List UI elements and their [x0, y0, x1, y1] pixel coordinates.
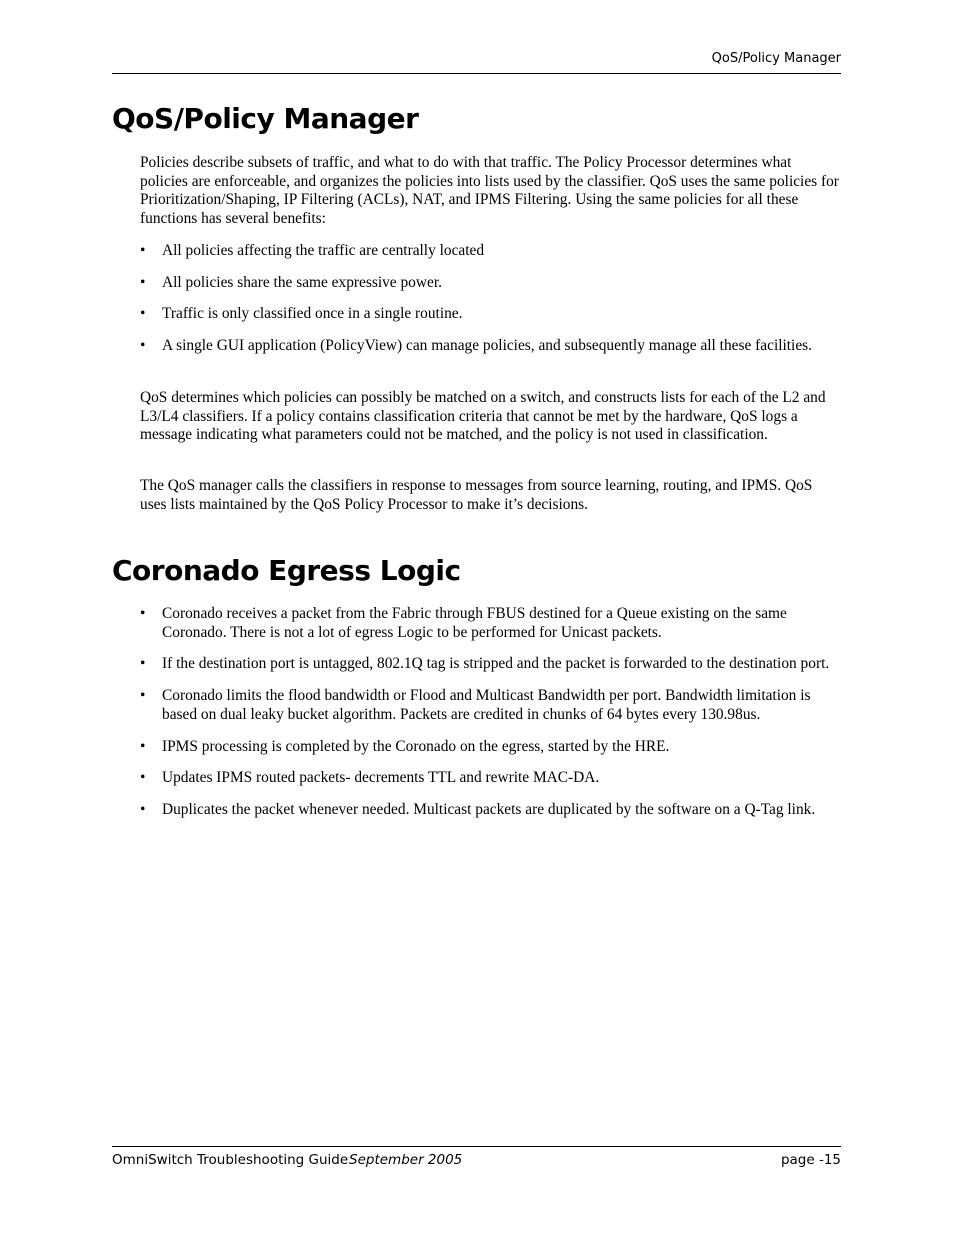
list-item: • Traffic is only classified once in a single routine. — [140, 305, 840, 324]
section-title-coronado-egress-logic: Coronado Egress Logic — [112, 554, 461, 587]
footer-rule — [112, 1146, 841, 1147]
section-title-qos-policy-manager: QoS/Policy Manager — [112, 102, 419, 135]
list-item: • If the destination port is untagged, 802.1Q tag is stripped and the packet is forwarded to the destination port. — [140, 655, 840, 674]
list-item: • Coronado limits the flood bandwidth or Flood and Multicast Bandwidth per port. Bandwidth limitation is based on dual leaky bucket algorithm. Packets are credited in chunks of 64 bytes every 130.98us. — [140, 687, 840, 724]
qos-manager-paragraph: The QoS manager calls the classifiers in response to messages from source learning, routing, and IPMS. QoS uses lists maintained by the QoS Policy Processor to make it’s decisions. — [140, 477, 813, 513]
qos-classifier-paragraph: QoS determines which policies can possibly be matched on a switch, and constructs lists for each of the L2 and L3/L4 classifiers. If a policy contains classification criteria that cannot be met by the hardware, QoS logs a message indicating what parameters could not be matched, and the policy is not used in classification. — [140, 389, 826, 444]
footer-page-number: page -15 — [780, 1152, 841, 1168]
list-item: • Updates IPMS routed packets- decrements TTL and rewrite MAC-DA. — [140, 769, 840, 788]
list-item: • All policies share the same expressive power. — [140, 274, 840, 293]
header-rule — [112, 73, 841, 74]
running-header: QoS/Policy Manager — [711, 51, 841, 66]
egress-logic-list — [140, 605, 840, 820]
list-item: • IPMS processing is completed by the Coronado on the egress, started by the HRE. — [140, 738, 840, 757]
list-item: • Duplicates the packet whenever needed. Multicast packets are duplicated by the software on a Q-Tag link. — [140, 801, 840, 820]
list-item: • A single GUI application (PolicyView) can manage policies, and subsequently manage all these facilities. — [140, 337, 840, 356]
qos-benefits-list — [140, 242, 840, 356]
footer-guide-title: OmniSwitch Troubleshooting Guide — [112, 1152, 349, 1168]
list-item: • Coronado receives a packet from the Fabric through FBUS destined for a Queue existing on the same Coronado. There is not a lot of egress Logic to be performed for Unicast packets. — [140, 605, 840, 642]
qos-intro-paragraph: Policies describe subsets of traffic, and what to do with that traffic. The Policy Processor determines what policies are enforceable, and organizes the policies into lists used by the classifier. QoS uses the same policies for Prioritization/Shaping, IP Filtering (ACLs), NAT, and IPMS Filtering. Using the same policies for all these functions has several benefits: — [140, 154, 839, 228]
footer-date: September 2005 — [349, 1152, 463, 1168]
list-item: • All policies affecting the traffic are centrally located — [140, 242, 840, 261]
